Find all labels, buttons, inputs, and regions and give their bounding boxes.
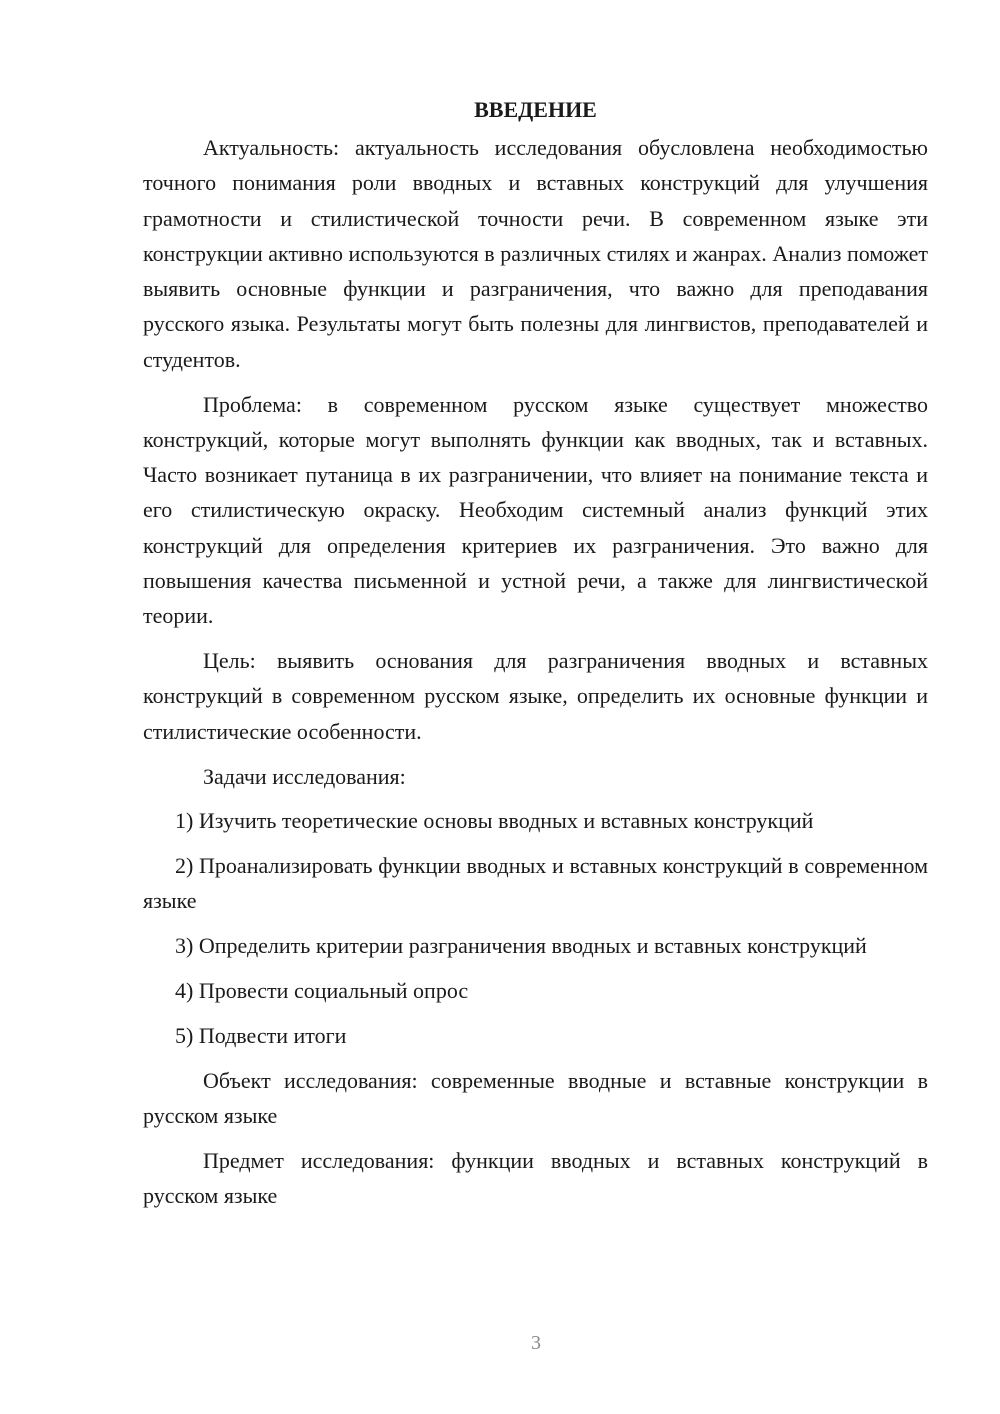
task-item: 5) Подвести итоги [175, 1022, 347, 1048]
document-page [143, 92, 928, 1223]
object-paragraph: Объект исследования: современные вводные и вставные конструкции в русском языке [143, 1067, 928, 1128]
page-number: 3 [531, 1332, 541, 1354]
task-item: 2) Проанализировать функции вводных и вставных конструкций в современном языке [143, 853, 928, 914]
goal-paragraph: Цель: выявить основания для разграничения вводных и вставных конструкций в современном русском языке, определить их основные функции и стилистические особенности. [143, 648, 928, 744]
task-item: 3) Определить критерии разграничения вводных и вставных конструкций [175, 933, 867, 959]
task-item: 1) Изучить теоретические основы вводных и вставных конструкций [175, 808, 814, 834]
problem-paragraph: Проблема: в современном русском языке существует множество конструкций, которые могут выполнять функции как вводных, так и вставных. Часто возникает путаница в их разграничении, что влияет на понимание текста и его стилистическую окраску. Необходим системный анализ функций этих конструкций для определения критериев их разграничения. Это важно для повышения качества письменной и устной речи, а также для лингвистической теории. [143, 391, 928, 629]
section-heading: ВВЕДЕНИЕ [474, 97, 597, 122]
subject-paragraph: Предмет исследования: функции вводных и вставных конструкций в русском языке [143, 1147, 928, 1209]
relevance-paragraph: Актуальность: актуальность исследования обусловлена необходимостью точного понимания роли вводных и вставных конструкций для улучшения грамотности и стилистической точности речи. В современном языке эти конструкции активно используются в различных стилях и жанрах. Анализ поможет выявить основные функции и разграничения, что важно для преподавания русского языка. Результаты могут быть полезны для лингвистов, преподавателей и студентов. [143, 135, 928, 372]
tasks-title: Задачи исследования: [203, 763, 406, 789]
task-item: 4) Провести социальный опрос [175, 978, 469, 1004]
